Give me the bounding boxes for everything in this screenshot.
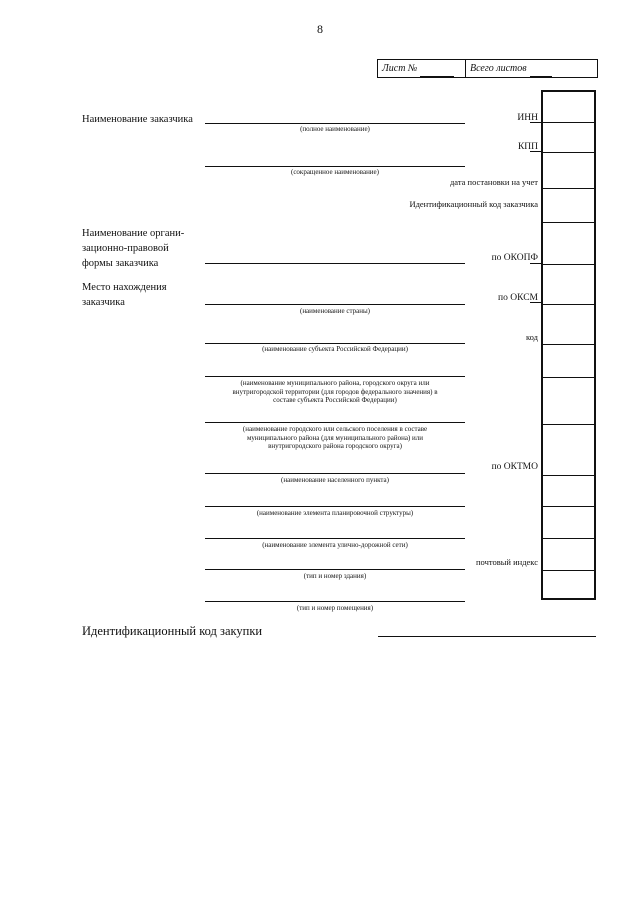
codes-row-divider (543, 122, 594, 123)
page-number: 8 (317, 22, 323, 36)
total-sheets-label: Всего листов (470, 63, 527, 74)
sheet-number-cell (378, 60, 466, 77)
street-caption: (наименование элемента улично-дорожной сети) (262, 541, 408, 549)
sheet-box (377, 59, 598, 78)
codes-row-divider (543, 344, 594, 345)
room-line[interactable] (205, 601, 465, 602)
postal-index-label: почтовый индекс (476, 557, 538, 567)
room-caption: (тип и номер помещения) (296, 604, 374, 612)
codes-row-divider (543, 264, 594, 265)
locality-line[interactable] (205, 473, 465, 474)
oksm-label: по ОКСМ (498, 293, 538, 303)
planning-line[interactable] (205, 506, 465, 507)
settlement-caption: (наименование городского или сельского поселения в составе муниципального района (для муниципального района) или внутригородского района городского округа) (242, 425, 428, 450)
subject-caption: (наименование субъекта Российской Федерации) (262, 345, 408, 353)
building-line[interactable] (205, 569, 465, 570)
municipal-caption: (наименование муниципального района, городского округа или внутригородской территории (для городов федерального значения) в составе субъекта Российской Федерации) (232, 379, 438, 404)
settlement-line[interactable] (205, 422, 465, 423)
sheet-number-field[interactable] (420, 65, 454, 77)
okopf-label: по ОКОПФ (491, 253, 538, 263)
codes-row-divider (543, 475, 594, 476)
locality-caption: (наименование населенного пункта) (281, 476, 389, 484)
codes-row-divider (543, 506, 594, 507)
short-name-line[interactable] (205, 166, 465, 167)
kpp-label: КПП (517, 142, 538, 152)
codes-row-divider (543, 222, 594, 223)
codes-row-divider (543, 188, 594, 189)
building-caption: (тип и номер здания) (303, 572, 367, 580)
codes-row-divider (543, 570, 594, 571)
customer-id-code-label: Идентификационный код заказчика (409, 199, 538, 209)
codes-row-divider (543, 304, 594, 305)
municipal-line[interactable] (205, 376, 465, 377)
full-name-line[interactable] (205, 123, 465, 124)
codes-row-divider (543, 152, 594, 153)
purchase-id-label: Идентификационный код закупки (82, 624, 263, 638)
planning-caption: (наименование элемента планировочной структуры) (256, 509, 414, 517)
code-label: код (525, 332, 538, 342)
oksm-tick (530, 302, 541, 303)
codes-column (541, 90, 596, 600)
customer-name-label: Наименование заказчика (82, 114, 193, 125)
okopf-tick (530, 263, 541, 264)
street-line[interactable] (205, 538, 465, 539)
inn-label: ИНН (517, 113, 538, 123)
country-caption: (наименование страны) (299, 307, 371, 315)
reg-date-label: дата постановки на учет (449, 177, 538, 187)
sheet-number-label: Лист № (382, 63, 418, 74)
codes-row-divider (543, 538, 594, 539)
legal-form-line[interactable] (205, 263, 465, 264)
location-label: Место нахождения заказчика (82, 282, 167, 308)
total-sheets-field[interactable] (530, 65, 552, 77)
full-name-caption: (полное наименование) (300, 125, 370, 133)
codes-row-divider (543, 377, 594, 378)
country-line[interactable] (205, 304, 465, 305)
legal-form-label: Наименование органи- зационно-правовой формы заказчика (82, 228, 185, 269)
oktmo-label: по ОКТМО (491, 462, 538, 472)
total-sheets-cell (466, 60, 597, 77)
codes-row-divider (543, 424, 594, 425)
inn-tick (530, 122, 541, 123)
short-name-caption: (сокращенное наименование) (290, 168, 379, 176)
purchase-id-line[interactable] (378, 636, 596, 637)
kpp-tick (530, 151, 541, 152)
subject-line[interactable] (205, 343, 465, 344)
